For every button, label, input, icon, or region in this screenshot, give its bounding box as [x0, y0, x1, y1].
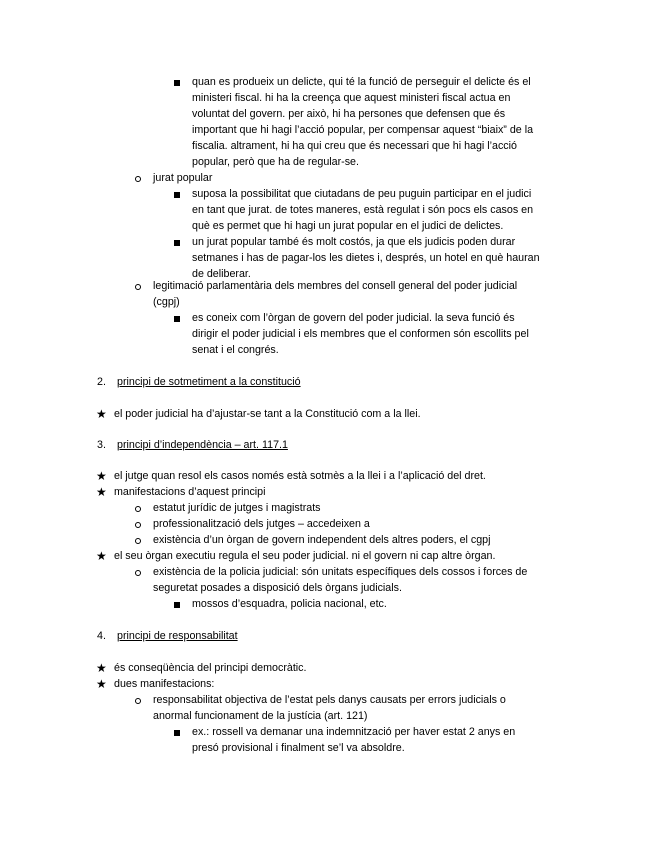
star-bullet-icon: ★ — [96, 677, 107, 691]
text-line: setmanes i has de pagar-los les dietes i, després, un hotel en què hauran — [192, 252, 540, 264]
circle-bullet-icon — [135, 570, 141, 576]
text-line: el seu òrgan executiu regula el seu poder judicial. ni el govern ni cap altre òrgan. — [114, 550, 496, 562]
section-heading: principi d’independència – art. 117.1 — [117, 439, 288, 451]
text-line: el poder judicial ha d’ajustar-se tant a la Constitució com a la llei. — [114, 408, 421, 420]
circle-bullet-icon — [135, 176, 141, 182]
section-heading: principi de sotmetiment a la constitució — [117, 376, 301, 388]
square-bullet-icon — [174, 80, 180, 86]
star-bullet-icon: ★ — [96, 407, 107, 421]
circle-bullet-icon — [135, 284, 141, 290]
square-bullet-icon — [174, 240, 180, 246]
text-line: què es permet que hi hagi un jurat popular en el judici de delictes. — [192, 220, 504, 232]
text-line: es coneix com l’òrgan de govern del poder judicial. la seva funció és — [192, 312, 515, 324]
text-line: seguretat posades a disposició dels òrgans judicials. — [153, 582, 402, 594]
text-line: en tant que jurat. de totes maneres, està regulat i són pocs els casos en — [192, 204, 534, 216]
section-number: 4. — [97, 630, 106, 642]
square-bullet-icon — [174, 192, 180, 198]
section-number: 3. — [97, 439, 106, 451]
text-line: és conseqüència del principi democràtic. — [114, 662, 307, 674]
text-line: dirigir el poder judicial i els membres que el conformen són escollits pel — [192, 328, 529, 340]
text-line: jurat popular — [153, 172, 213, 184]
text-line: existència de la policia judicial: són unitats específiques dels cossos i forces de — [153, 566, 528, 578]
text-line: manifestacions d’aquest principi — [114, 486, 266, 498]
text-line: popular, però que ha de regular-se. — [192, 156, 359, 168]
star-bullet-icon: ★ — [96, 661, 107, 675]
text-line: presó provisional i finalment se’l va absoldre. — [192, 742, 405, 754]
square-bullet-icon — [174, 602, 180, 608]
text-line: (cgpj) — [153, 296, 180, 308]
text-line: anormal funcionament de la justícia (art. 121) — [153, 710, 368, 722]
section-number: 2. — [97, 376, 106, 388]
section-heading: principi de responsabilitat — [117, 630, 238, 642]
text-line: mossos d’esquadra, policia nacional, etc. — [192, 598, 387, 610]
text-line: professionalització dels jutges – accedeixen a — [153, 518, 370, 530]
text-line: ex.: rossell va demanar una indemnització per haver estat 2 anys en — [192, 726, 516, 738]
text-line: fiscalia. altrament, hi ha qui creu que és necessari que hi hagi l’acció — [192, 140, 517, 152]
circle-bullet-icon — [135, 538, 141, 544]
text-line: el jutge quan resol els casos només està sotmès a la llei i a l’aplicació del dret. — [114, 470, 486, 482]
text-line: suposa la possibilitat que ciutadans de peu puguin participar en el judici — [192, 188, 532, 200]
square-bullet-icon — [174, 730, 180, 736]
text-line: quan es produeix un delicte, qui té la funció de perseguir el delicte és el — [192, 76, 531, 88]
text-line: voluntat del govern. per això, hi ha persones que defensen que és — [192, 108, 506, 120]
text-line: existència d’un òrgan de govern independent dels altres poders, el cgpj — [153, 534, 491, 546]
circle-bullet-icon — [135, 522, 141, 528]
text-line: senat i el congrés. — [192, 344, 279, 356]
text-line: un jurat popular també és molt costós, ja que els judicis poden durar — [192, 236, 516, 248]
star-bullet-icon: ★ — [96, 469, 107, 483]
text-line: important que hi hagi l’acció popular, per compensar aquest “biaix” de la — [192, 124, 534, 136]
star-bullet-icon: ★ — [96, 485, 107, 499]
square-bullet-icon — [174, 316, 180, 322]
text-line: de deliberar. — [192, 268, 251, 280]
circle-bullet-icon — [135, 506, 141, 512]
text-line: dues manifestacions: — [114, 678, 215, 690]
text-line: ministeri fiscal. hi ha la creença que aquest ministeri fiscal actua en — [192, 92, 511, 104]
text-line: legitimació parlamentària dels membres del consell general del poder judicial — [153, 280, 518, 292]
star-bullet-icon: ★ — [96, 549, 107, 563]
text-line: estatut jurídic de jutges i magistrats — [153, 502, 321, 514]
text-line: responsabilitat objectiva de l’estat pels danys causats per errors judicials o — [153, 694, 506, 706]
circle-bullet-icon — [135, 698, 141, 704]
